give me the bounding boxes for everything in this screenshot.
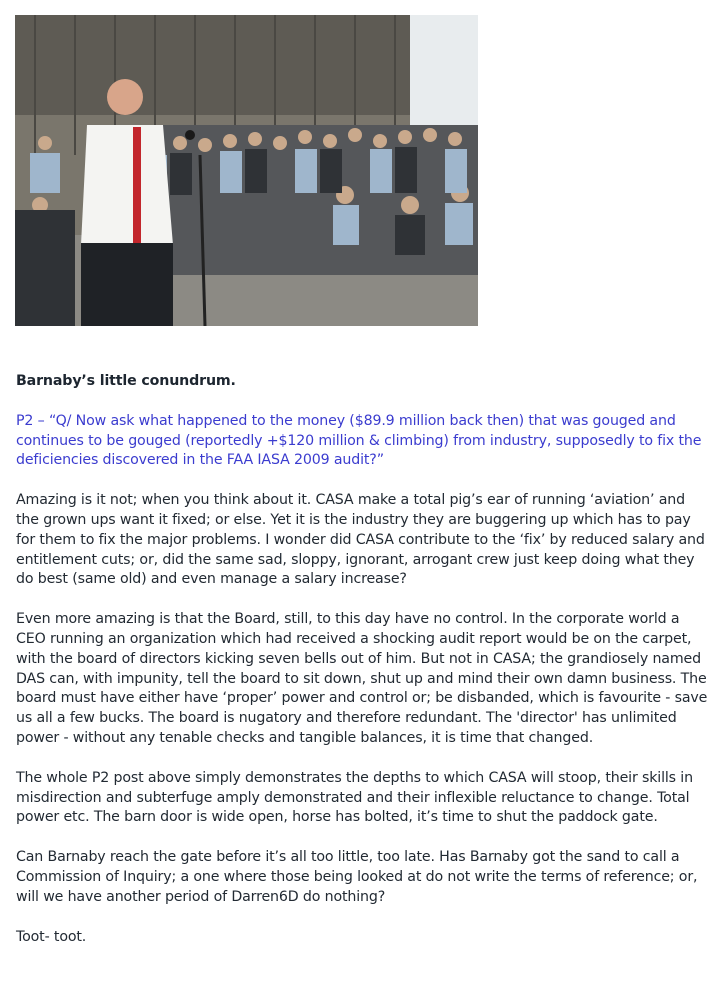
paragraph-1: Amazing is it not; when you think about it. CASA make a total pig’s ear of running ‘aviation’ and the grown ups want it fixed; or else. Yet it is the industry they are buggering up which has to pay for them to fix the major problems. I wonder did CASA contribute to the ‘fix’ by reduced salary and entitlement cuts; or, did the same sad, sloppy, ignorant, arrogant crew just keep doing what they do best (same old) and even manage a salary increase? [16,492,705,588]
hangar-crowd-image [15,15,478,326]
post-photo [15,15,478,326]
paragraph-4: Can Barnaby reach the gate before it’s all too little, too late. Has Barnaby got the sand to call a Commission of Inquiry; a one where those being looked at do not write the terms of reference; or, will we have another period of Darren6D do nothing? [16,849,698,905]
paragraph-2: Even more amazing is that the Board, still, to this day have no control. In the corporate world a CEO running an organization which had received a shocking audit report would be on the carpet, with the board of directors kicking seven bells out of him. But not in CASA; the grandiosely named DAS can, with impunity, tell the board to sit down, shut up and mind their own damn business. The board must have either have ‘proper’ power and control or; be disbanded, which is favourite - save us all a few bucks. The board is nugatory and therefore redundant. The 'director' has unlimited power - without any tenable checks and tangible balances, it is time that changed. [16,611,708,746]
signoff: Toot- toot. [16,928,87,945]
paragraph-3: The whole P2 post above simply demonstrates the depths to which CASA will stoop, their skills in misdirection and subterfuge amply demonstrated and their inflexible reluctance to change. Total power etc. The barn door is wide open, horse has bolted, it’s time to shut the paddock gate. [16,769,693,826]
post-body [16,372,712,947]
post-heading: Barnaby’s little conundrum. [16,373,236,389]
quoted-text: P2 – “Q/ Now ask what happened to the money ($89.9 million back then) that was gouged and continues to be gouged (reportedly +$120 million & climbing) from industry, supposedly to fix the deficiencies discovered in the FAA IASA 2009 audit?” [16,412,702,469]
